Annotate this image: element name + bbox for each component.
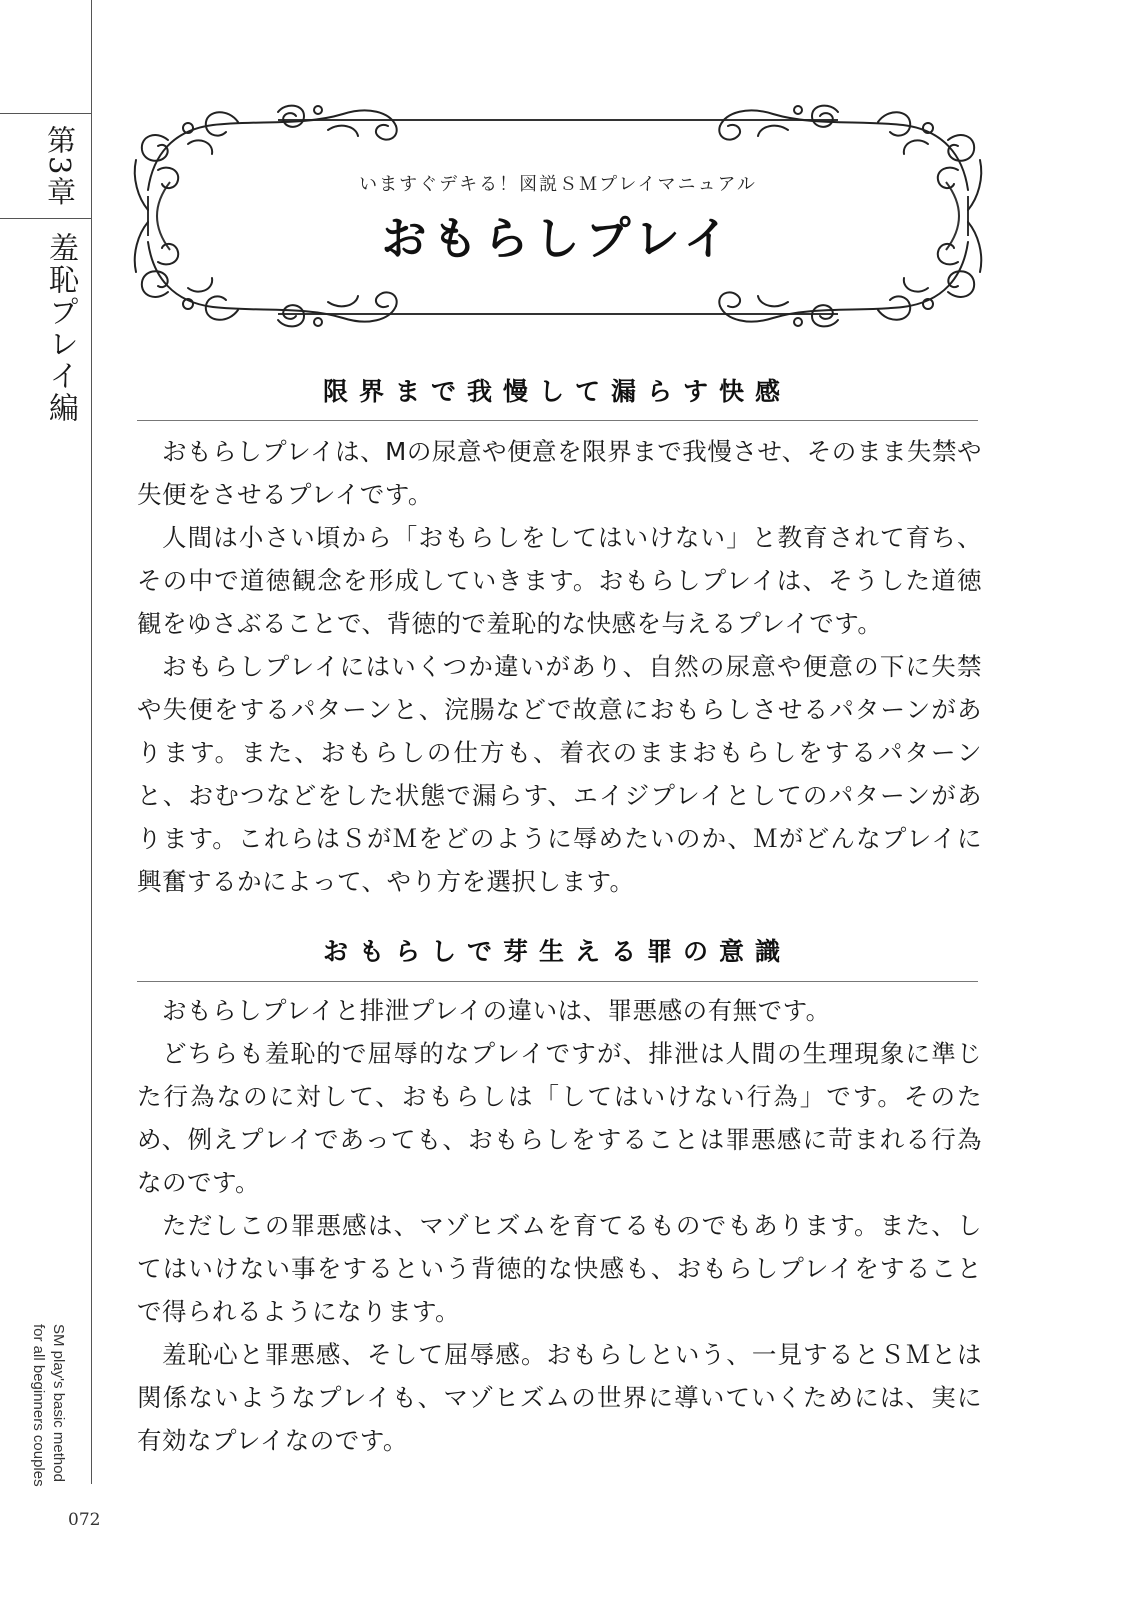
sidebar-divider-line <box>91 0 92 1484</box>
paragraph: おもらしプレイと排泄プレイの違いは、罪悪感の有無です。 <box>162 996 831 1025</box>
book-subtitle-line-2: for all beginners couples <box>30 1324 47 1487</box>
series-label: いますぐデキる！図説ＳＭプレイマニュアル <box>359 174 757 195</box>
section-rule-2 <box>137 981 978 982</box>
paragraph: 羞恥心と罪悪感、そして屈辱感。おもらしという、一見するとＳＭとは関係ないようなプレイも、マゾヒズムの世界に導いていくためには、実に有効なプレイなのです。 <box>137 1340 982 1455</box>
page-title: おもらしプレイ <box>381 212 735 265</box>
page-number: 072 <box>68 1510 101 1530</box>
paragraph: ただしこの罪悪感は、マゾヒズムを育てるものでもあります。また、してはいけない事をするという背徳的な快感も、おもらしプレイをすることで得られるようになります。 <box>137 1211 982 1326</box>
book-subtitle-line-1: SM play's basic method <box>50 1324 67 1482</box>
section-rule-1 <box>137 420 978 421</box>
section-heading-1: 限界まで我慢して漏らす快感 <box>322 377 791 406</box>
paragraph: 人間は小さい頃から「おもらしをしてはいけない」と教育されて育ち、その中で道徳観念を形成していきます。おもらしプレイは、そうした道徳観をゆさぶることで、背徳的で羞恥的な快感を与えるプレイです。 <box>137 523 982 638</box>
section-body-2 <box>137 989 982 1462</box>
section-heading-2: おもらしで芽生える罪の意識 <box>322 937 791 966</box>
title-frame <box>128 100 988 332</box>
chapter-rule-middle <box>0 218 91 219</box>
section-body-1 <box>137 430 982 903</box>
paragraph: おもらしプレイは、Mの尿意や便意を限界まで我慢させ、そのまま失禁や失便をさせるプレイです。 <box>137 437 982 509</box>
chapter-rule-top <box>0 113 91 114</box>
chapter-label: 第3章 <box>43 125 77 208</box>
paragraph: どちらも羞恥的で屈辱的なプレイですが、排泄は人間の生理現象に準じた行為なのに対して、おもらしは「してはいけない行為」です。そのため、例えプレイであっても、おもらしをすることは罪悪感に苛まれる行為なのです。 <box>137 1039 982 1197</box>
section-label: 羞恥プレイ編 <box>43 232 78 424</box>
book-subtitle <box>28 1324 68 1487</box>
paragraph: おもらしプレイにはいくつか違いがあり、自然の尿意や便意の下に失禁や失便をするパターンと、浣腸などで故意におもらしさせるパターンがあります。また、おもらしの仕方も、着衣のままおもらしをするパターンと、おむつなどをした状態で漏らす、エイジプレイとしてのパターンがあります。これらはＳがＭをどのように辱めたいのか、Ｍがどんなプレイに興奮するかによって、やり方を選択します。 <box>137 652 982 896</box>
